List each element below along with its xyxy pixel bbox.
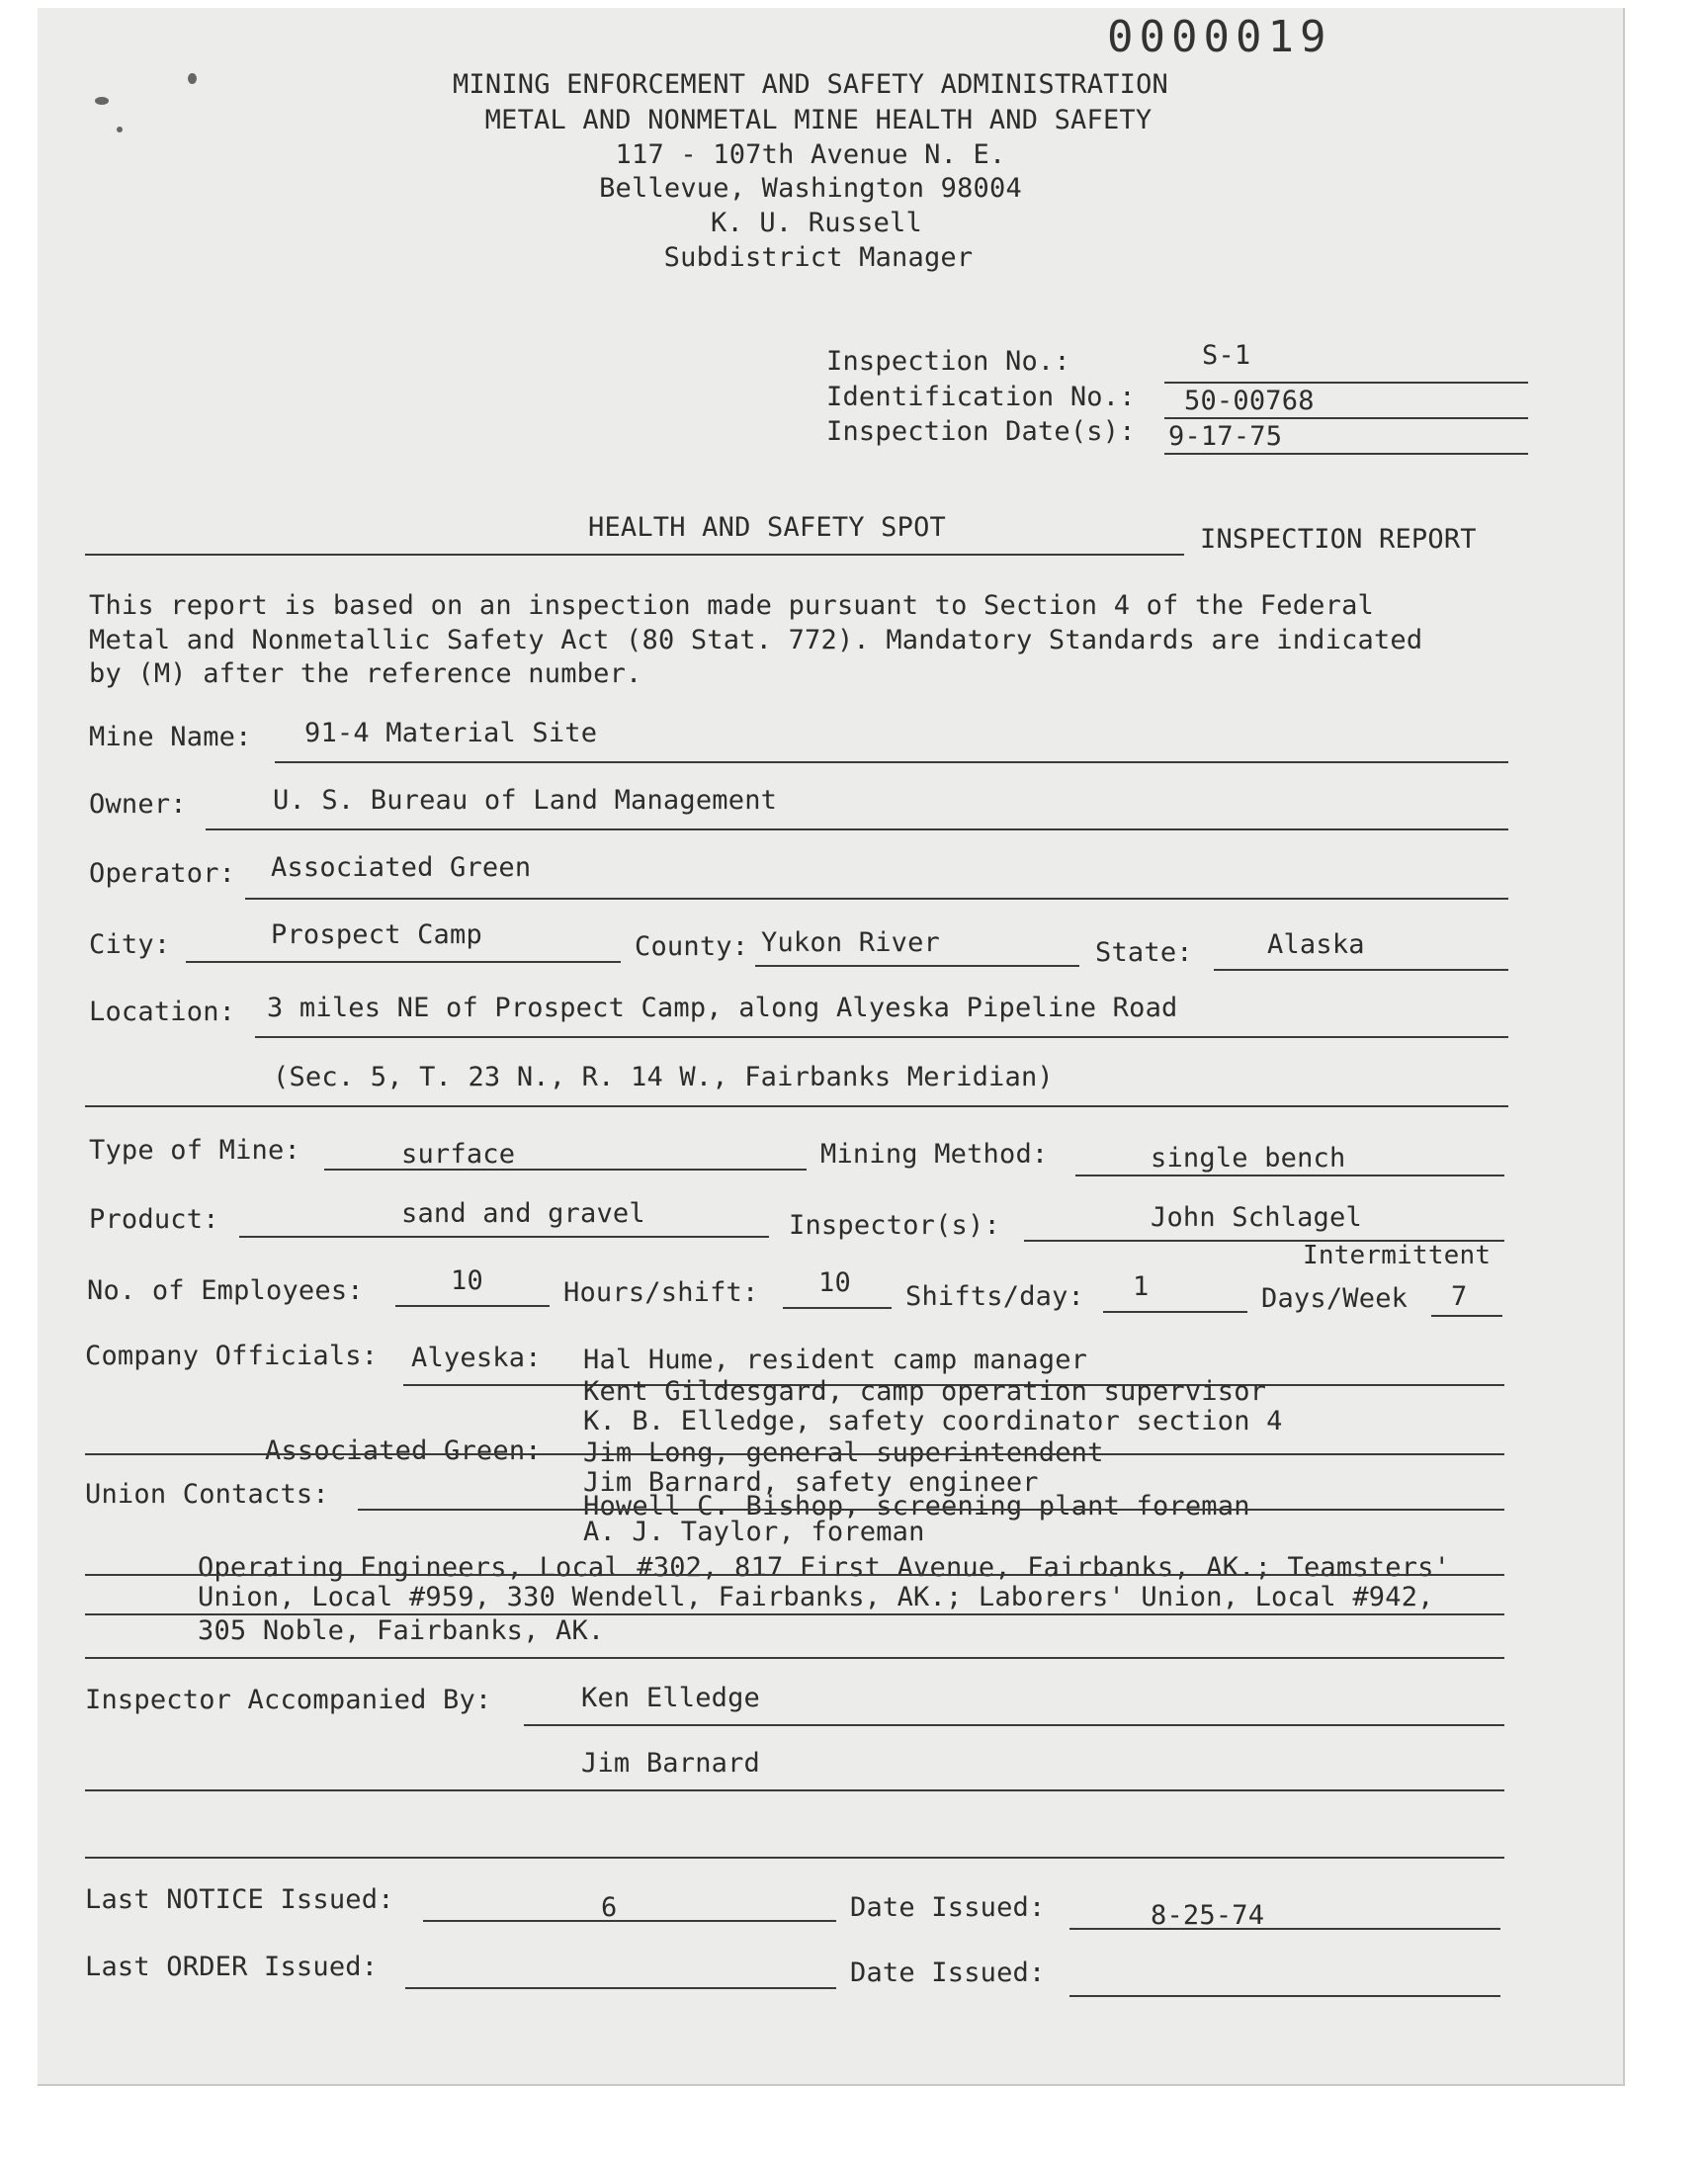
notice-date-label: Date Issued: — [850, 1892, 1046, 1923]
mine-name-line — [275, 761, 1508, 763]
official-entry: Hal Hume, resident camp manager — [583, 1345, 1088, 1375]
shifts-per-day-value: 1 — [1133, 1271, 1150, 1302]
last-order-line — [405, 1987, 836, 1989]
city-label: City: — [89, 929, 171, 960]
report-type-line — [85, 554, 1184, 556]
official-entry: Kent Gildesgard, camp operation supervisor — [583, 1376, 1267, 1407]
mine-type-value: surface — [401, 1139, 516, 1170]
header-manager-title: Subdistrict Manager — [663, 242, 974, 273]
intro-text-line: by (M) after the reference number. — [89, 658, 642, 689]
location-line — [255, 1036, 1508, 1038]
last-notice-value: 6 — [601, 1892, 618, 1923]
mining-method-line — [1075, 1174, 1504, 1176]
associated-green-label: Associated Green: — [265, 1436, 542, 1466]
state-line — [1214, 969, 1508, 971]
employees-value: 10 — [451, 1265, 483, 1296]
accompanied-person: Jim Barnard — [581, 1748, 761, 1779]
report-type-suffix: INSPECTION REPORT — [1200, 524, 1477, 555]
city-value: Prospect Camp — [271, 919, 482, 950]
county-line — [755, 965, 1079, 967]
hours-per-shift-line — [783, 1307, 892, 1309]
product-line — [239, 1236, 769, 1238]
report-type-kind: HEALTH AND SAFETY SPOT — [587, 512, 947, 543]
inspection-date-line — [1164, 453, 1528, 455]
header-manager-name: K. U. Russell — [711, 208, 922, 238]
mine-name-label: Mine Name: — [89, 722, 252, 752]
location-line-2 — [85, 1105, 1508, 1107]
shifts-per-day-label: Shifts/day: — [905, 1281, 1085, 1312]
identification-no-line — [1164, 417, 1528, 419]
accompanied-person: Ken Elledge — [581, 1683, 761, 1713]
mine-name-value: 91-4 Material Site — [304, 718, 598, 748]
accompanied-by-line-2 — [85, 1789, 1504, 1791]
union-contact-text: 305 Noble, Fairbanks, AK. — [198, 1615, 605, 1646]
hours-per-shift-label: Hours/shift: — [563, 1277, 759, 1308]
last-order-label: Last ORDER Issued: — [85, 1952, 379, 1982]
days-per-week-line — [1431, 1315, 1502, 1317]
city-line — [186, 961, 621, 963]
inspection-date-label: Inspection Date(s): — [826, 416, 1136, 447]
intro-text-line: This report is based on an inspection made pursuant to Section 4 of the Federal — [89, 590, 1374, 621]
hours-per-shift-value: 10 — [818, 1267, 851, 1298]
document-stamp-number: 0000019 — [1107, 12, 1332, 62]
mining-method-label: Mining Method: — [820, 1139, 1049, 1170]
official-entry: A. J. Taylor, foreman — [583, 1517, 925, 1547]
speck-mark — [188, 73, 197, 84]
header-address: 117 - 107th Avenue N. E. — [615, 139, 1006, 170]
union-contact-text: Union, Local #959, 330 Wendell, Fairbanks, AK.; Laborers' Union, Local #942, — [198, 1582, 1434, 1612]
state-value: Alaska — [1267, 929, 1365, 960]
employees-label: No. of Employees: — [87, 1275, 364, 1306]
intermittent-note: Intermittent — [1303, 1241, 1492, 1270]
accompanied-by-line — [524, 1724, 1504, 1726]
operator-line — [245, 898, 1508, 900]
inspection-date-value: 9-17-75 — [1168, 421, 1283, 452]
speck-mark — [95, 97, 109, 105]
union-contacts-line-2 — [85, 1574, 1504, 1576]
inspection-no-value: S-1 — [1202, 340, 1251, 371]
inspector-value: John Schlagel — [1151, 1202, 1362, 1233]
accompanied-by-line-3 — [85, 1857, 1504, 1859]
days-per-week-label: Days/Week — [1261, 1283, 1409, 1314]
alyeska-label: Alyeska: — [411, 1343, 542, 1373]
intro-text-line: Metal and Nonmetallic Safety Act (80 Stat. 772). Mandatory Standards are indicated — [89, 625, 1423, 655]
notice-date-line — [1069, 1928, 1500, 1930]
company-officials-label: Company Officials: — [85, 1341, 379, 1371]
owner-label: Owner: — [89, 789, 187, 820]
document-page — [38, 8, 1625, 2086]
location-legal-description: (Sec. 5, T. 23 N., R. 14 W., Fairbanks Meridian) — [273, 1062, 1054, 1092]
accompanied-by-label: Inspector Accompanied By: — [85, 1685, 492, 1715]
union-contacts-line — [358, 1509, 1504, 1511]
county-label: County: — [635, 931, 749, 962]
product-label: Product: — [89, 1204, 219, 1235]
company-officials-line-2 — [85, 1453, 1504, 1455]
owner-line — [206, 828, 1508, 830]
product-value: sand and gravel — [401, 1198, 645, 1229]
order-date-label: Date Issued: — [850, 1958, 1046, 1988]
official-entry: Jim Long, general superintendent — [583, 1437, 1104, 1468]
official-entry: Howell C. Bishop, screening plant foreman — [583, 1491, 1250, 1522]
inspection-no-label: Inspection No.: — [826, 346, 1070, 377]
owner-value: U. S. Bureau of Land Management — [273, 785, 778, 816]
county-value: Yukon River — [761, 927, 941, 958]
inspector-label: Inspector(s): — [789, 1210, 1000, 1241]
state-label: State: — [1095, 937, 1193, 968]
inspection-no-line — [1164, 382, 1528, 384]
mine-type-label: Type of Mine: — [89, 1135, 300, 1166]
header-city: Bellevue, Washington 98004 — [599, 173, 1022, 204]
identification-no-label: Identification No.: — [826, 382, 1136, 412]
union-contacts-label: Union Contacts: — [85, 1479, 329, 1510]
location-value: 3 miles NE of Prospect Camp, along Alyeska Pipeline Road — [267, 993, 1178, 1023]
union-contact-text: Operating Engineers, Local #302, 817 First Avenue, Fairbanks, AK.; Teamsters' — [198, 1552, 1451, 1583]
shifts-per-day-line — [1103, 1311, 1247, 1313]
employees-line — [395, 1305, 550, 1307]
speck-mark — [117, 127, 123, 132]
location-label: Location: — [89, 997, 236, 1027]
mine-type-line — [324, 1169, 807, 1171]
union-contacts-line-4 — [85, 1657, 1504, 1659]
operator-label: Operator: — [89, 858, 236, 889]
official-entry: K. B. Elledge, safety coordinator section 4 — [583, 1406, 1283, 1436]
operator-value: Associated Green — [271, 852, 532, 883]
identification-no-value: 50-00768 — [1184, 386, 1315, 416]
last-notice-line — [423, 1920, 836, 1922]
notice-date-value: 8-25-74 — [1151, 1900, 1265, 1931]
mining-method-value: single bench — [1151, 1143, 1346, 1174]
header-agency: MINING ENFORCEMENT AND SAFETY ADMINISTRATION — [452, 69, 1169, 100]
header-division: METAL AND NONMETAL MINE HEALTH AND SAFETY — [484, 105, 1153, 135]
official-entry: Jim Barnard, safety engineer — [583, 1467, 1039, 1498]
days-per-week-value: 7 — [1451, 1281, 1468, 1312]
order-date-line — [1069, 1995, 1500, 1997]
last-notice-label: Last NOTICE Issued: — [85, 1884, 394, 1915]
